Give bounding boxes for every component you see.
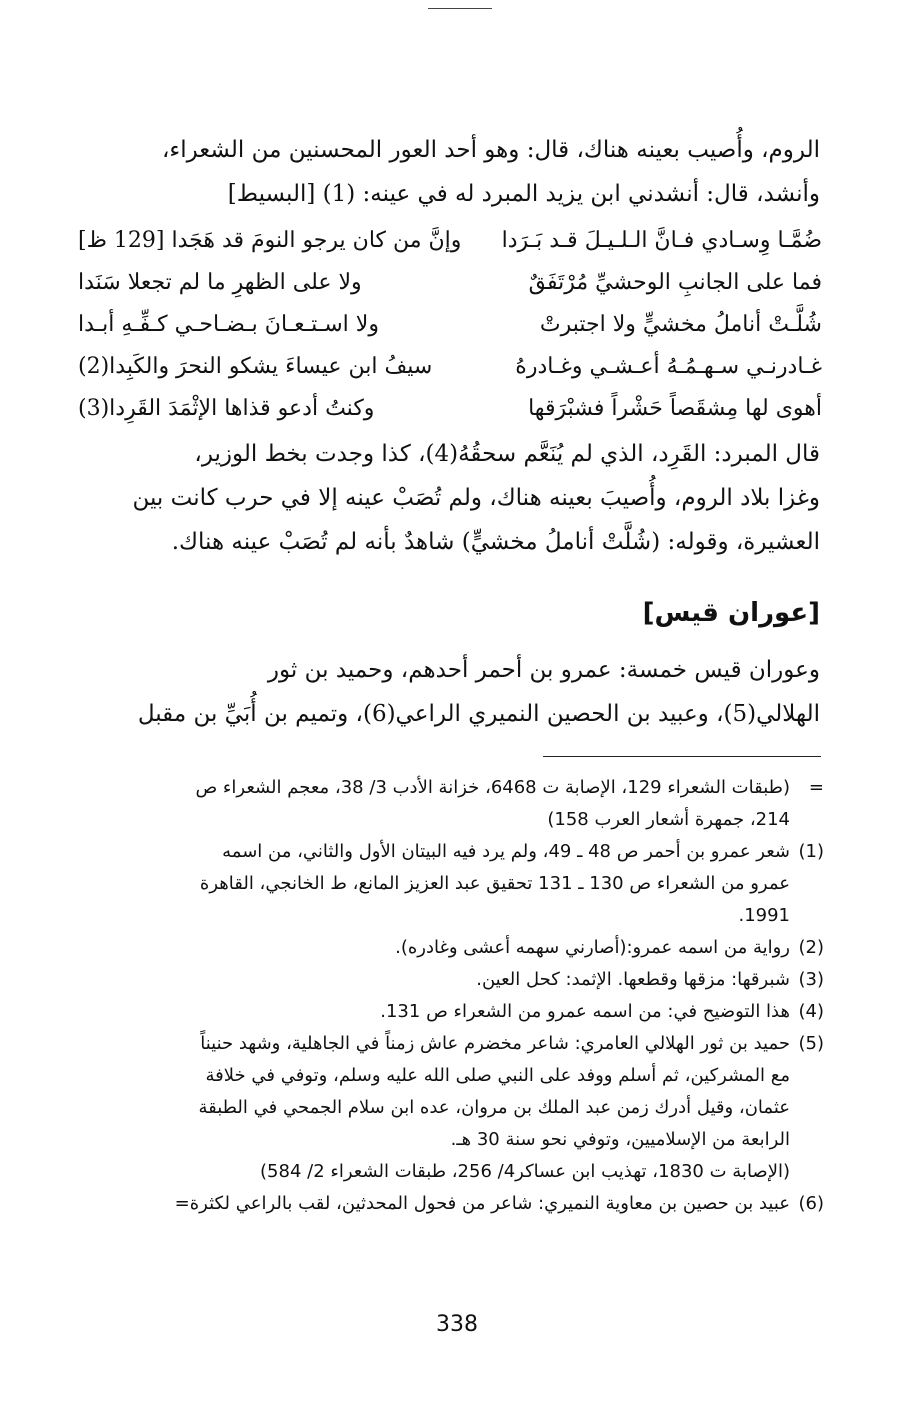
verse-first-hemistich: فما على الجانبِ الوحشيِّ مُرْتَفَقٌ [528, 270, 822, 295]
text-line: وأنشد، قال: أنشدني ابن يزيد المبرد له في عينه: (1) [البسيط] [227, 181, 820, 207]
footnote-mark: (1) [798, 841, 824, 862]
text-line: وعوران قيس خمسة: عمرو بن أحمر أحدهم، وحميد بن ثور [267, 657, 820, 683]
section-heading: [عوران قيس] [642, 598, 820, 628]
footnote-line: عثمان، وقيل أدرك زمن عبد الملك بن مروان، عده ابن سلام الجمحي في الطبقة [198, 1097, 790, 1118]
footnote-mark: (4) [798, 1001, 824, 1022]
text-line: قال المبرد: القَرِد، الذي لم يُنَعَّم سحقُهُ(4)، كذا وجدت بخط الوزير، [194, 441, 820, 467]
verse [78, 388, 822, 430]
verse [78, 220, 822, 262]
text-line: العشيرة، وقوله: (شُلَّتْ أناملُ مخشيٍّ) شاهدٌ بأنه لم تُصَبْ عينه هناك. [171, 529, 820, 555]
footnote [80, 1028, 824, 1188]
footnote [80, 964, 824, 996]
verse-first-hemistich: شُلَّـتْ أناملُ مخشيٍّ ولا اجتبرتْ [539, 312, 822, 337]
verse-first-hemistich: أهوى لها مِشقَصاً حَشْراً فشبْرَقها [528, 396, 822, 421]
footnote [80, 836, 824, 932]
footnote-rule [543, 756, 821, 757]
qays-paragraph [80, 648, 820, 736]
text-line: وغزا بلاد الروم، وأُصيبَ بعينه هناك، ولم تُصَبْ عينه إلا في حرب كانت بين [132, 485, 820, 511]
footnote [80, 996, 824, 1028]
poem [78, 220, 822, 430]
footnote-line: شبرقها: مزقها وقطعها. الإثمد: كحل العين. [476, 969, 790, 990]
footnote-line: الرابعة من الإسلاميين، وتوفي نحو سنة 30 هـ. [450, 1129, 790, 1150]
footnote-line: عمرو من الشعراء ص 130 ـ 131 تحقيق عبد العزيز المانع، ط الخانجي، القاهرة [199, 873, 790, 894]
footnote-line: عبيد بن حصين بن معاوية النميري: شاعر من فحول المحدثين، لقب بالراعي لكثرة= [174, 1193, 790, 1214]
footnote-line: 214، جمهرة أشعار العرب 158) [547, 809, 790, 830]
verse-second-hemistich: سيفُ ابن عيساءَ يشكو النحرَ والكَبِدا(2) [78, 354, 433, 379]
footnote-line: هذا التوضيح في: من اسمه عمرو من الشعراء ص 131. [380, 1001, 790, 1022]
footnote-line: (طبقات الشعراء 129، الإصابة ت 6468، خزانة الأدب 3/ 38، معجم الشعراء ص [195, 777, 790, 798]
footnote-line: مع المشركين، ثم أسلم ووفد على النبي صلى الله عليه وسلم، وتوفي في خلافة [205, 1065, 790, 1086]
text-line: الهلالي(5)، وعبيد بن الحصين النميري الراعي(6)، وتميم بن أُبَيِّ بن مقبل [137, 701, 820, 727]
footnote [80, 932, 824, 964]
footnote-mark: = [808, 777, 824, 798]
verse-second-hemistich: ولا اسـتـعـانَ بـضـاحـي كـفِّـهِ أبـدا [78, 312, 379, 337]
footnote-mark: (6) [798, 1193, 824, 1214]
footnote-line: (الإصابة ت 1830، تهذيب ابن عساكر4/ 256، طبقات الشعراء 2/ 584) [260, 1161, 790, 1182]
footnote-line: شعر عمرو بن أحمر ص 48 ـ 49، ولم يرد فيه البيتان الأول والثاني، من اسمه [222, 841, 790, 862]
verse-first-hemistich: ضُمَّـا وِسـادي فـانَّ الـلـيـلَ قـد بَـرَدا [501, 228, 822, 253]
verse-second-hemistich: ولا على الظهرِ ما لم تجعلا سَنَدا [78, 270, 362, 295]
intro-paragraph [80, 128, 820, 216]
footnote-mark: (3) [798, 969, 824, 990]
footnote-mark: (2) [798, 937, 824, 958]
verse-second-hemistich: وكنتُ أدعو قذاها الإثْمَدَ القَرِدا(3) [78, 396, 375, 421]
footnote [80, 1188, 824, 1220]
verse [78, 346, 822, 388]
footnote-mark: (5) [798, 1033, 824, 1054]
text-line: الروم، وأُصيب بعينه هناك، قال: وهو أحد العور المحسنين من الشعراء، [161, 137, 820, 163]
footnote-line: 1991. [738, 905, 790, 926]
verse [78, 304, 822, 346]
page-number: 338 [436, 1312, 478, 1337]
verse-second-hemistich: وإنَّ من كان يرجو النومَ قد هَجَدا [129 ظ] [78, 228, 462, 253]
footnote-line: رواية من اسمه عمرو:(أصارني سهمه أعشى وغادره). [395, 937, 790, 958]
commentary-paragraph [80, 432, 820, 564]
header-rule [428, 8, 492, 9]
footnote-line: حميد بن ثور الهلالي العامري: شاعر مخضرم عاش زمناً في الجاهلية، وشهد حنيناً [200, 1033, 790, 1054]
verse [78, 262, 822, 304]
verse-first-hemistich: غـادرنـي سـهـمُـهُ أعـشـي وغـادرهُ [515, 354, 822, 379]
footnote [80, 772, 824, 836]
footnotes [80, 772, 824, 1220]
